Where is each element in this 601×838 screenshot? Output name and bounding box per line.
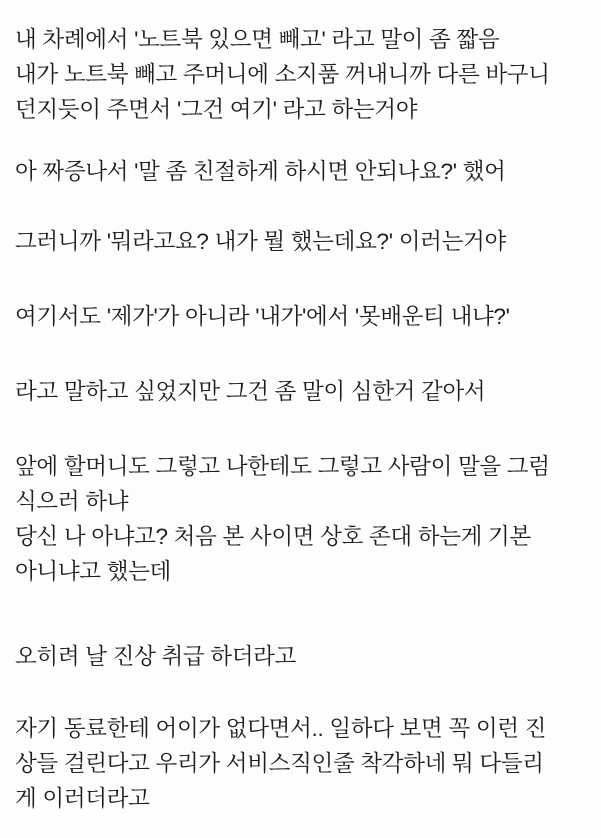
text-line: 여기서도 '제가'가 아니라 '내가'에서 '못배운티 내냐?' <box>15 304 510 329</box>
text-line: 내가 노트북 빼고 주머니에 소지품 꺼내니까 다른 바구니 <box>15 62 550 87</box>
text-line: 라고 말하고 싶었지만 그건 좀 말이 심한거 같아서 <box>15 379 486 404</box>
text-line: 아 짜증나서 '말 좀 친절하게 하시면 안되나요?' 했어 <box>15 159 506 184</box>
text-line: 아니냐고 했는데 <box>15 559 171 584</box>
text-line: 게 이러더라고 <box>15 786 150 811</box>
text-line: 자기 동료한테 어이가 없다면서.. 일하다 보면 꼭 이런 진 <box>15 716 547 741</box>
text-line: 앞에 할머니도 그렇고 나한테도 그렇고 사람이 말을 그럼 <box>15 454 550 479</box>
paragraph <box>15 639 586 674</box>
text-line: 내 차례에서 '노트북 있으면 빼고' 라고 말이 좀 짧음 <box>15 27 500 52</box>
text-line: 당신 나 아냐고? 처음 본 사이면 상호 존대 하는게 기본 <box>15 524 531 549</box>
paragraph <box>15 449 586 589</box>
paragraph <box>15 374 586 409</box>
paragraph <box>15 299 586 334</box>
text-line: 식으러 하냐 <box>15 489 129 514</box>
text-line: 오히려 날 진상 취급 하더라고 <box>15 644 297 669</box>
paragraph <box>15 711 586 816</box>
text-line: 그러니까 '뭐라고요? 내가 뭘 했는데요?' 이러는거야 <box>15 229 506 254</box>
text-line: 던지듯이 주면서 '그건 여기' 라고 하는거야 <box>15 97 418 122</box>
paragraph <box>15 22 586 127</box>
paragraph <box>15 224 586 259</box>
paragraph <box>15 154 586 189</box>
text-line: 상들 걸린다고 우리가 서비스직인줄 착각하네 뭐 다들리 <box>15 751 544 776</box>
